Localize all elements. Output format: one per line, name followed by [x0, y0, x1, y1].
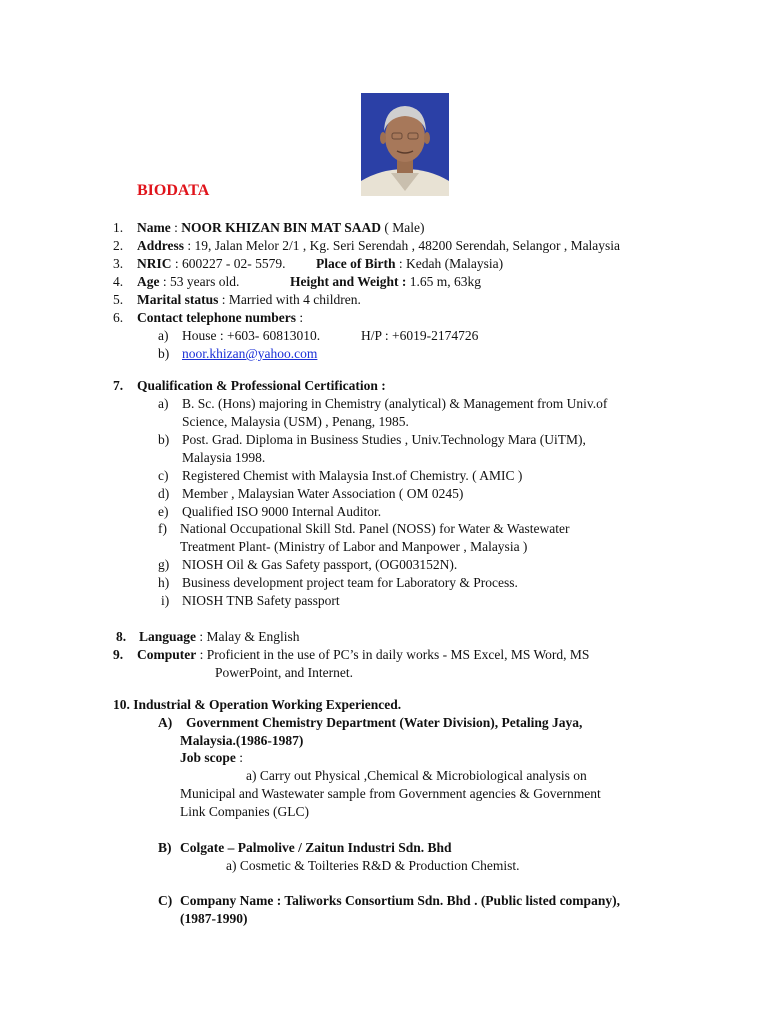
employer-c: Company Name : Taliworks Consortium Sdn. Bhd . (Public listed company),	[180, 893, 620, 908]
email-link[interactable]: noor.khizan@yahoo.com	[182, 346, 318, 361]
job-scope-line	[180, 749, 243, 766]
list-marker: A)	[158, 715, 173, 730]
job-desc-cont: Municipal and Wastewater sample from Government agencies & Government	[180, 786, 601, 801]
computer-value: : Proficient in the use of PC’s in daily works - MS Excel, MS Word, MS	[199, 647, 590, 662]
item-number: 5.	[113, 292, 124, 307]
qualification-entry: Qualified ISO 9000 Internal Auditor.	[182, 504, 382, 519]
section-number: 8.	[116, 629, 127, 644]
employer-a: Government Chemistry Department (Water Division), Petaling Jaya,	[186, 715, 583, 730]
height-weight-label: Height and Weight :	[290, 274, 407, 289]
marital-line	[137, 291, 361, 308]
qualification-entry: Registered Chemist with Malaysia Inst.of Chemistry. ( AMIC )	[182, 468, 523, 483]
contact-colon: :	[299, 310, 304, 325]
list-marker: a)	[158, 328, 169, 343]
pob-label: Place of Birth	[316, 256, 396, 271]
computer-value-cont: PowerPoint, and Internet.	[215, 665, 353, 680]
item-number: 4.	[113, 274, 124, 289]
list-marker: d)	[158, 486, 170, 501]
list-marker: g)	[158, 557, 170, 572]
item-number: 1.	[113, 220, 124, 235]
employer-b: Colgate – Palmolive / Zaitun Industri Sdn. Bhd	[180, 840, 452, 855]
language-value: : Malay & English	[199, 629, 300, 644]
contact-label: Contact telephone numbers	[137, 310, 296, 325]
name-label: Name	[137, 220, 171, 235]
marital-value: : Married with 4 children.	[221, 292, 361, 307]
list-marker: a)	[158, 396, 169, 411]
address-label: Address	[137, 238, 185, 253]
portrait-image	[361, 93, 449, 196]
section-number: 7.	[113, 378, 124, 393]
list-marker: i)	[161, 593, 170, 608]
list-marker: f)	[158, 521, 167, 536]
list-marker: B)	[158, 840, 172, 855]
house-phone: House : +603- 60813010.	[182, 328, 321, 343]
employer-a-cont: Malaysia.(1986-1987)	[180, 733, 304, 748]
age-label: Age	[137, 274, 160, 289]
list-marker: e)	[158, 504, 169, 519]
age-line	[137, 273, 239, 290]
job-scope-label: Job scope	[180, 750, 236, 765]
email-link-wrap	[182, 345, 317, 362]
address-line	[137, 237, 620, 254]
nric-label: NRIC	[137, 256, 172, 271]
list-marker: b)	[158, 432, 170, 447]
contact-line	[137, 309, 303, 326]
language-line	[139, 628, 300, 645]
computer-label: Computer	[137, 647, 197, 662]
mobile-phone: H/P : +6019-2174726	[361, 328, 479, 343]
item-number: 3.	[113, 256, 124, 271]
pob-line	[316, 255, 503, 272]
job-scope-colon: :	[239, 750, 244, 765]
computer-line	[137, 646, 589, 663]
nric-line	[137, 255, 286, 272]
qualification-entry: NIOSH TNB Safety passport	[182, 593, 340, 608]
item-name	[113, 219, 123, 236]
list-marker: c)	[158, 468, 169, 483]
list-marker: b)	[158, 346, 170, 361]
experience-heading: 10. Industrial & Operation Working Experienced.	[113, 697, 402, 712]
qualification-heading: Qualification & Professional Certification :	[137, 378, 386, 393]
name-value: NOOR KHIZAN BIN MAT SAAD	[181, 220, 382, 235]
job-desc-cont: Link Companies (GLC)	[180, 804, 309, 819]
language-label: Language	[139, 629, 197, 644]
qualification-entry: Member , Malaysian Water Association ( OM 0245)	[182, 486, 464, 501]
qualification-entry: NIOSH Oil & Gas Safety passport, (OG003152N).	[182, 557, 458, 572]
qualification-entry: Business development project team for Laboratory & Process.	[182, 575, 518, 590]
marital-label: Marital status	[137, 292, 219, 307]
item-number: 6.	[113, 310, 124, 325]
item-number: 2.	[113, 238, 124, 253]
height-weight-value: 1.65 m, 63kg	[409, 274, 482, 289]
height-weight-line	[290, 273, 481, 290]
qualification-entry-cont: Malaysia 1998.	[182, 450, 266, 465]
list-marker: C)	[158, 893, 173, 908]
portrait-photo	[361, 93, 449, 196]
list-marker: h)	[158, 575, 170, 590]
section-number: 9.	[113, 647, 124, 662]
name-line: Name : NOOR KHIZAN BIN MAT SAAD ( Male)	[137, 220, 425, 235]
age-value: : 53 years old.	[162, 274, 240, 289]
job-desc: a) Cosmetic & Toilteries R&D & Production Chemist.	[226, 858, 520, 873]
address-value: : 19, Jalan Melor 2/1 , Kg. Seri Serendah , 48200 Serendah, Selangor , Malaysia	[187, 238, 621, 253]
qualification-entry: Post. Grad. Diploma in Business Studies , Univ.Technology Mara (UiTM),	[182, 432, 586, 447]
qualification-entry: National Occupational Skill Std. Panel (NOSS) for Water & Wastewater	[180, 521, 570, 536]
employer-c-cont: (1987-1990)	[180, 911, 248, 926]
qualification-entry: B. Sc. (Hons) majoring in Chemistry (analytical) & Management from Univ.of	[182, 396, 608, 411]
qualification-entry-cont: Treatment Plant- (Ministry of Labor and Manpower , Malaysia )	[180, 539, 528, 554]
page-title: BIODATA	[137, 182, 210, 199]
qualification-entry-cont: Science, Malaysia (USM) , Penang, 1985.	[182, 414, 409, 429]
name-sex: ( Male)	[384, 220, 425, 235]
nric-value: : 600227 - 02- 5579.	[174, 256, 286, 271]
job-desc: a) Carry out Physical ,Chemical & Microbiological analysis on	[246, 768, 587, 783]
pob-value: : Kedah (Malaysia)	[398, 256, 504, 271]
